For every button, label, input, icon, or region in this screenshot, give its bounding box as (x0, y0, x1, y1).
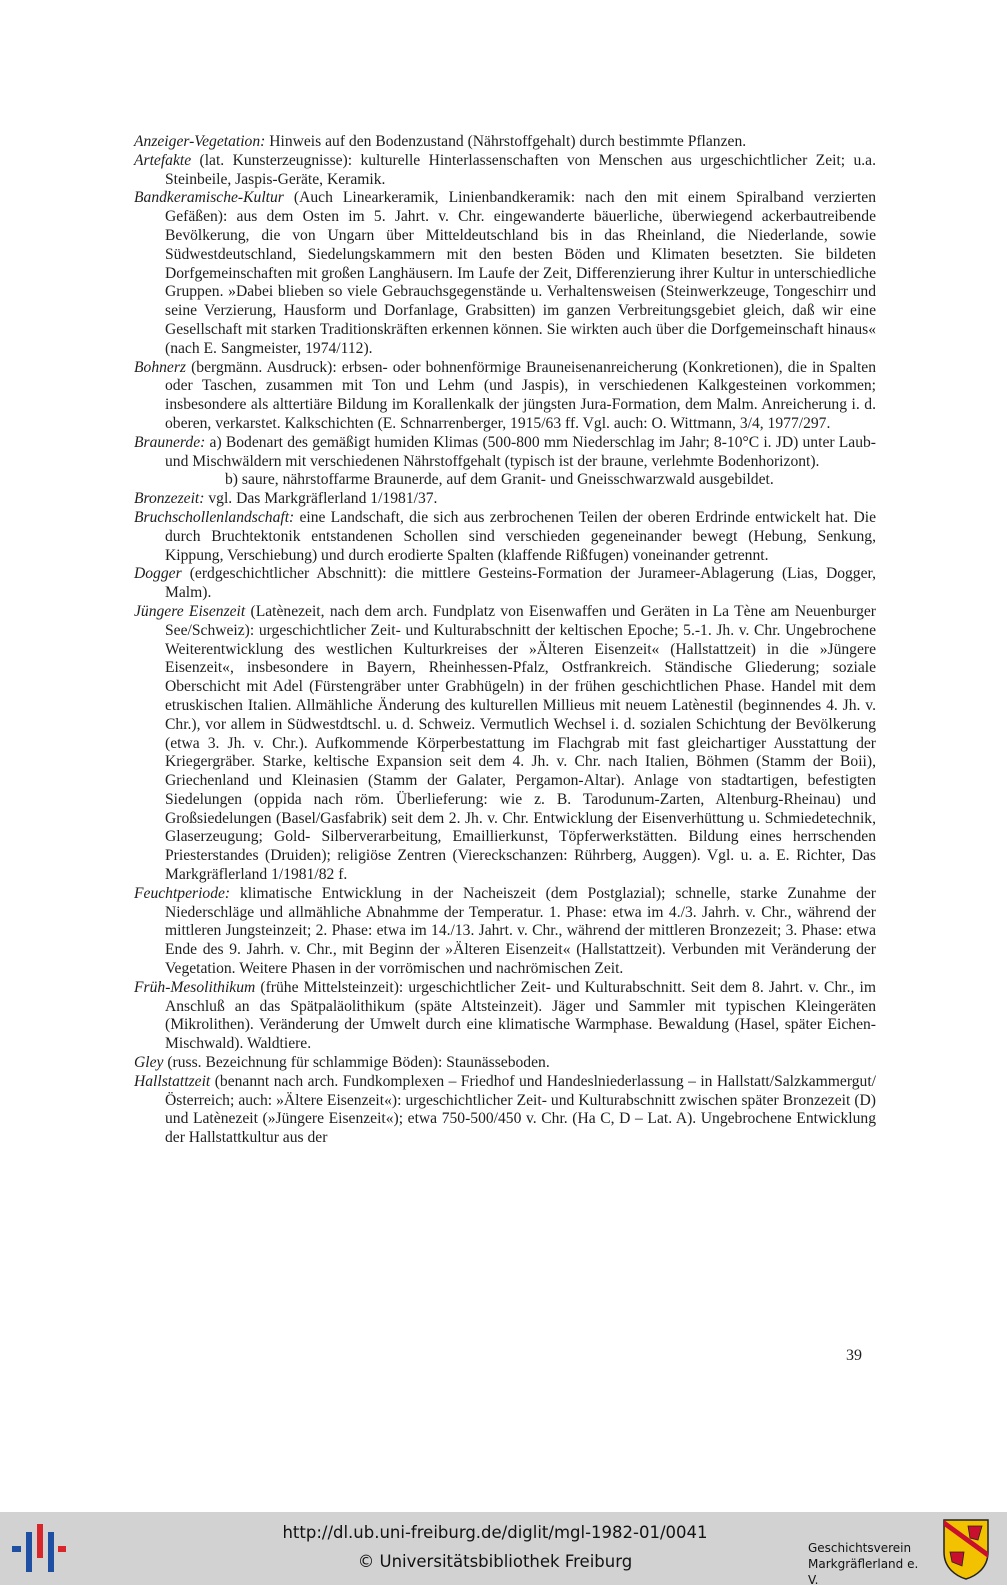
glossary-term: Gley (134, 1054, 164, 1072)
glossary-definition: klimatische Entwicklung in der Nacheiszeit (dem Postglazial); schnelle, starke Zunahme der Niederschläge und allmähliche Abnahmme der Temperatur. 1. Phase: etwa im 4./3. Jahrh. v. Chr., während der mittleren Jungsteinzeit; 2. Phase: etwa im 14./13. Jahrt. v. Chr., während der mittleren Bronzezeit; 3. Phase: etwa Ende des 9. Jahrh. v. Chr., mit Beginn der »Älteren Eisenzeit« (Hallstattzeit). Verbunden mit Veränderung der Vegetation. Weitere Phasen in der vorrömischen und nachrömischen Zeit. (165, 884, 876, 978)
glossary-entry (134, 359, 876, 434)
glossary-definition: (erdgeschichtlicher Abschnitt): die mittlere Gesteins-Formation der Jurameer-Ablagerung (Lias, Dogger, Malm). (165, 565, 876, 602)
glossary-term: Bronzezeit: (134, 490, 205, 508)
footer-url-link[interactable]: http://dl.ub.uni-freiburg.de/diglit/mgl-1982-01/0041 (282, 1523, 708, 1542)
glossary-definition: vgl. Das Markgräflerland 1/1981/37. (204, 490, 438, 508)
glossary-text (134, 133, 876, 1148)
glossary-entry (134, 434, 876, 472)
glossary-definition: (Auch Linearkeramik, Linienbandkeramik: nach den mit einem Spiralband verzierten Gefäßen): aus dem Osten im 5. Jahrt. v. Chr. eingewanderte bäuerliche, überwiegend ackerbautreibende Bevölkerung, die von Ungarn über Mitteldeutschland bis in das Rheinland, die Niederlande, sowie Südwestdeutschland, Siedelungskammern mit den besten Böden und Klimaten besetzten. Sie bildeten Dorfgemeinschaften mit großen Langhäusern. Im Laufe der Zeit, Differenzierung ihrer Kultur in unterschiedliche Gruppen. »Dabei blieben so viele Gebrauchsgegenstände u. Verhaltensweisen (Steinwerkzeuge, Tongeschirr und seine Verzierung, Hausform und Dorfanlage, Grabsitten) im ganzen Verbreitungsgebiet gleich, daß wir eine Gesellschaft mit starken Traditionskräften erkennen können. Sie wirkten auch über die Dorfgemeinschaft hinaus« (nach E. Sangmeister, 1974/112). (165, 189, 876, 357)
glossary-entry (134, 152, 876, 190)
page-number: 39 (846, 1347, 862, 1364)
society-name-line2: Markgräflerland e. V. (808, 1557, 919, 1587)
glossary-entry (134, 133, 876, 152)
glossary-entry (134, 509, 876, 565)
glossary-definition: b) saure, nährstoffarme Braunerde, auf dem Granit- und Gneisschwarzwald ausgebildet. (225, 471, 774, 489)
glossary-entry (134, 471, 876, 490)
glossary-definition: (russ. Bezeichnung für schlammige Böden): Staunässeboden. (163, 1054, 550, 1072)
glossary-term: Anzeiger-Vegetation: (134, 133, 266, 150)
glossary-term: Bandkeramische-Kultur (134, 189, 284, 207)
glossary-term: Dogger (134, 565, 182, 583)
glossary-definition: eine Landschaft, die sich aus zerbrochenen Teilen der oberen Erdrinde entwickelt hat. Die durch Bruchtektonik entstandenen Schollen sind verschieden gegeneinander bewegt (Hebung, Senkung, Kippung, Verschiebung) und durch erodierte Spalten (klaffende Rißfugen) voneinander getrennt. (165, 508, 876, 564)
glossary-entry (134, 565, 876, 603)
glossary-definition: (frühe Mittelsteinzeit): urgeschichtlicher Zeit- und Kulturabschnitt. Seit dem 8. Jahrt. v. Chr., im Anschluß an das Spätpaläolithikum (späte Altsteinzeit). Jäger und Sammler mit typischen Kleingeräten (Mikrolithen). Veränderung der Umwelt durch eine klimatische Warmphase. Bewaldung (Hasel, später Eichen-Mischwald). Waldtiere. (165, 978, 876, 1053)
society-label (808, 1540, 932, 1588)
glossary-entry (134, 979, 876, 1054)
glossary-definition: (bergmänn. Ausdruck): erbsen- oder bohnenförmige Brauneisenanreicherung (Konkretionen), die in Spalten oder Taschen, zusammen mit Ton und Lehm (und Jaspis), in verschiedenen Kalkgesteinen vorkommen; insbesondere als alttertiäre Bildung im Korallenkalk der jüngsten Jura-Formation, dem Malm. Anreicherung i. d. oberen, verkarstet. Kalkschichten (E. Schnarrenberger, 1915/63 ff. Vgl. auch: O. Wittmann, 3/4, 1977/297. (165, 358, 876, 432)
glossary-term: Früh-Mesolithikum (134, 978, 256, 996)
glossary-entry (134, 603, 876, 885)
glossary-term: Braunerde: (134, 433, 206, 451)
glossary-term: Feuchtperiode: (134, 884, 231, 902)
glossary-entry (134, 1054, 876, 1073)
glossary-term: Bruchschollenlandschaft: (134, 508, 295, 526)
glossary-term: Hallstattzeit (134, 1072, 211, 1090)
glossary-entry (134, 1073, 876, 1148)
glossary-entry (134, 189, 876, 358)
society-name-line1: Geschichtsverein (808, 1541, 912, 1555)
glossary-definition: (Latènezeit, nach dem arch. Fundplatz von Eisenwaffen und Geräten in La Tène am Neuenburger See/Schweiz): urgeschichtlicher Zeit- und Kulturabschnitt der keltischen Epoche; 5.-1. Jh. v. Chr. Ungebrochene Weiterentwicklung des westlichen Kulturkreises der »Älteren Eisenzeit« (Hallstattzeit) in die »Jüngere Eisenzeit«, insbesondere in Bayern, Rheinhessen-Pfalz, Ostfrankreich. Ständische Gliederung; soziale Oberschicht mit Adel (Fürstengräber unter Grabhügeln) in der frühen geschichtlichen Phase. Handel mit dem etruskischen Italien. Allmähliche Änderung des kulturellen Millieus mit neuem Latènestil (beginnendes 4. Jh. v. Chr.), vor allem in Südwestdtschl. u. d. Schweiz. Vermutlich Wechsel i. d. sozialen Schichtung der Bevölkerung (etwa 3. Jh. v. Chr.). Aufkommende Körperbestattung im Flachgrab mit fast gleichartiger Ausstattung der Kriegergräber. Starke, keltische Expansion seit dem 4. Jh. v. Chr. nach Italien, Böhmen (Stamm der Boii), Griechenland und Kleinasien (Stamm der Galater, Pergamon-Altar). Anlage von stadtartigen, befestigten Siedelungen (oppida nach röm. Überlieferung: wie z. B. Tarodunum-Zarten, Altenburg-Rheinau) und Großsiedelungen (Basel/Gasfabrik) seit dem 2. Jh. v. Chr. Entwicklung der Eisenverhüttung u. Schmiedetechnik, Glaserzeugung; Gold- Silberverarbeitung, Emaillierkunst, Töpferwerkstätten. Bildung eines herrschenden Priesterstandes (Druiden); religiöse Zentren (Viereckschanzen: Rührberg, Auggen). Vgl. u. a. E. Richter, Das Markgräflerland 1/1981/82 f. (165, 602, 876, 884)
university-logo-icon (8, 1520, 68, 1578)
glossary-term: Jüngere Eisenzeit (134, 602, 246, 620)
glossary-definition: (benannt nach arch. Fundkomplexen – Friedhof und Handeslniederlassung – in Hallstatt/Salzkammergut/Österreich; auch: »Ältere Eisenzeit«): urgeschichtlicher Zeit- und Kulturabschnitt zwischen später Bronzezeit (D) und Latènezeit (»Jüngere Eisenzeit«); etwa 750-500/450 v. Chr. (Ha C, D – Lat. A). Ungebrochene Entwicklung der Hallstattkultur aus der (165, 1072, 876, 1147)
glossary-entry (134, 490, 876, 509)
glossary-definition: a) Bodenart des gemäßigt humiden Klimas (500-800 mm Niederschlag im Jahr; 8-10°C i. JD) unter Laub- und Mischwäldern mit verschiedenen Nährstoffgehalt (typisch ist der braune, verlehmte Bodenhorizont). (165, 433, 876, 470)
footer-copyright: © Universitätsbibliothek Freiburg (357, 1552, 633, 1571)
glossary-definition: Hinweis auf den Bodenzustand (Nährstoffgehalt) durch bestimmte Pflanzen. (265, 133, 747, 150)
glossary-term: Bohnerz (134, 358, 186, 376)
society-crest-icon (942, 1518, 990, 1580)
glossary-entry (134, 885, 876, 979)
glossary-definition: (lat. Kunsterzeugnisse): kulturelle Hinterlassenschaften von Menschen aus urgeschichtlicher Zeit; u.a. Steinbeile, Jaspis-Geräte, Keramik. (165, 151, 876, 188)
glossary-term: Artefakte (134, 151, 192, 169)
footer-bar (0, 1512, 1007, 1585)
